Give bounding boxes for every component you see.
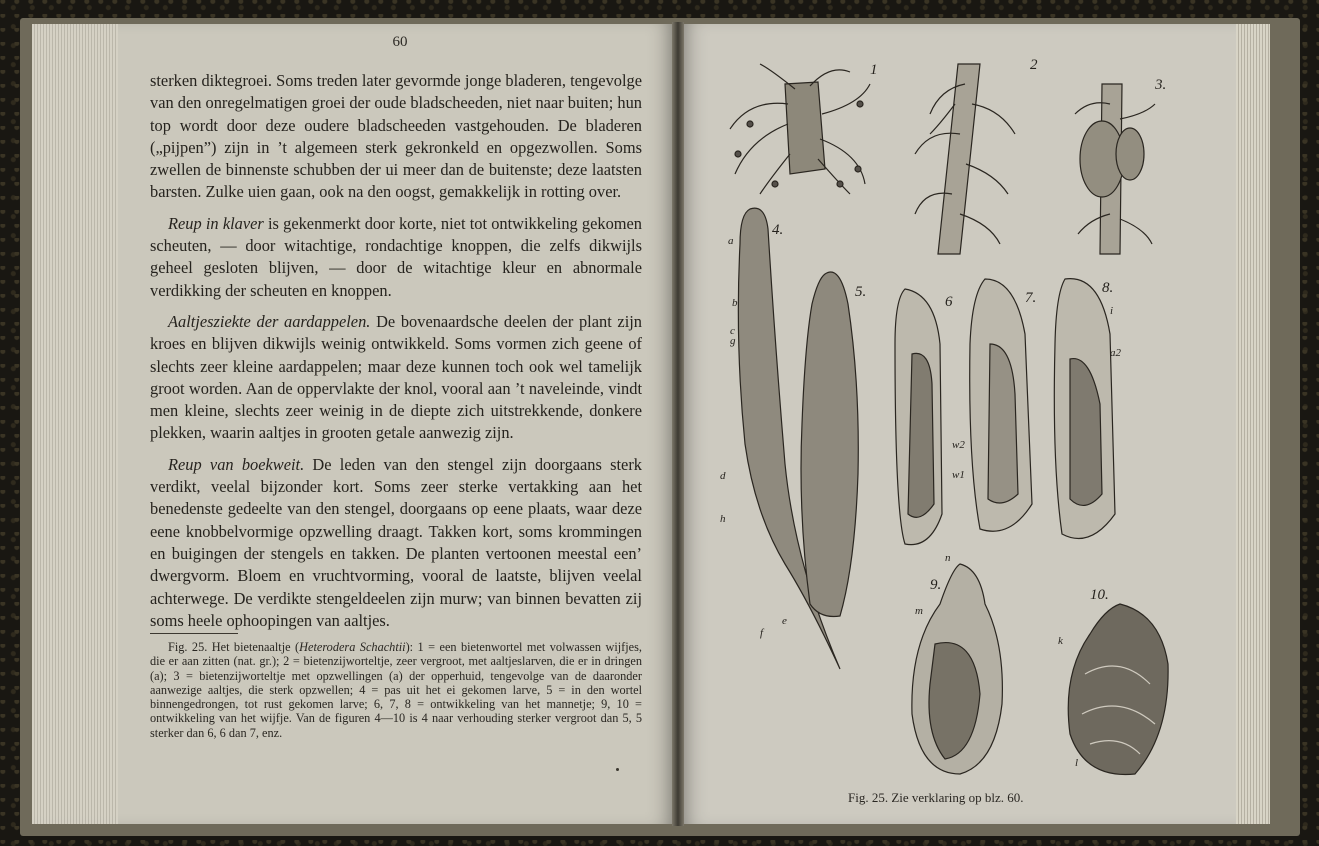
fig-number: 6 (945, 294, 953, 310)
figure-10-female (1068, 604, 1168, 775)
paragraph-1: sterken diktegroei. Soms treden later gevormde jonge bladeren, tengevolge van den onregelmatigen groei der oude bladscheeden, niet naar buiten; hun top wordt door deze oudere bladscheeden vastgehouden. De bladeren („pijpen”) zijn in ’t algemeen sterk gekronkeld en opgezwollen. Soms zwellen de binnenste schubben der ui meer dan de buitenste; deze laatsten barsten. Zulke uien gaan, ook na den oogst, gemakkelijk in rotting over. (150, 71, 642, 202)
nematode-illustration (690, 44, 1230, 784)
page-edges-left (32, 24, 118, 824)
paragraph-heading: Reup in klaver (168, 213, 264, 233)
svg-text:c: c (730, 325, 735, 337)
svg-text:i: i (1110, 305, 1114, 317)
svg-text:h: h (720, 513, 726, 525)
svg-text:a: a (728, 235, 734, 247)
svg-text:g: g (730, 335, 736, 347)
figure-5-larva (801, 272, 858, 617)
figure-caption-short: Fig. 25. Zie verklaring op blz. 60. (848, 790, 1024, 805)
fig-number: 7. (1025, 290, 1037, 306)
figure-8-male (1054, 279, 1115, 539)
fig-number: 9. (930, 577, 942, 593)
species-name: Heterodera Schachtii (299, 640, 406, 654)
svg-text:d: d (720, 470, 726, 482)
paragraph-2: Reup in klaver is gekenmerkt door korte, niet tot ontwikkeling gekomen scheuten, — door witachtige, rondachtige knoppen, die zelfs dikwijls geheel gesloten blijven, — door de witachtige kleur en abnormale verdikking der scheuten en knoppen. (150, 213, 642, 300)
figure-3-swollen-root (1075, 84, 1155, 254)
svg-text:k: k (1058, 635, 1063, 647)
fig-number: 1 (870, 62, 878, 78)
figure-caption-long: Fig. 25. Het bietenaaltje (Heterodera Schachtii): 1 = een bietenwortel met volwassen wijfjes, die er aan zitten (nat. gr.); 2 = bietenzijworteltje, zeer vergroot, met aaltjeslarven, die er in dringen (a); 3 = bietenzijworteltje met opzwellingen (a) der opperhuid, tengevolge van de daaronder aanwezige aaltjes, die sterk opzwellen; 4 = pas uit het ei gekomen larve, 5 = in den wortel binnengedrongen, tot rust gekomen larve; 6, 7, 8 = ontwikkeling van het mannetje; 9, 10 = ontwikkeling van het wijfje. Van de figuren 4—10 is 4 naar verhouding sterker vergroot dan 5, 5 sterker dan 6, 6 dan 7, enz. (150, 640, 642, 740)
figure-9-female (912, 564, 1003, 774)
print-speck (616, 768, 619, 771)
page-number: 60 (392, 34, 408, 50)
page-edges-right (1236, 24, 1270, 824)
svg-text:m: m (915, 605, 923, 617)
figure-6-male-stage (895, 289, 942, 545)
fig-number: 10. (1090, 587, 1109, 603)
figure-1-beet-root (730, 64, 870, 194)
svg-text:l: l (1075, 757, 1079, 769)
paragraph-heading: Reup van boekweit. (168, 454, 305, 474)
book-spine (672, 22, 684, 826)
body-text (150, 70, 642, 641)
fig-number: 2 (1030, 57, 1038, 73)
svg-text:w1: w1 (952, 469, 965, 481)
fig-number: 5. (855, 284, 867, 300)
fig-number: 3. (1155, 77, 1167, 93)
paragraph-4: Reup van boekweit. De leden van den stengel zijn doorgaans sterk verdikt, veelal bijzonder kort. Soms zeer sterke vertakking aan het benedenste gedeelte van den stengel, doorgaans op eene plaats, waar deze eene knobbelvormige opzwelling draagt. Takken kort, soms krommingen en buigingen der stengels en takken. De planten vertoonen meestal een’ dwergvorm. Bloem en vruchtvorming, vooral de laatste, blijven veelal achterwege. De verdikte stengeldeelen zijn murw; van binnen bevatten zij soms heele ophoopingen van aaltjes. (150, 454, 642, 630)
figure-7-male-stage (970, 279, 1032, 531)
fig-number: 8. (1102, 280, 1114, 296)
paragraph-3: Aaltjesziekte der aardappelen. De bovenaardsche deelen der plant zijn kroes en blijven dikwijls weinig ontwikkeld. Soms vormen zich geene of slechts zeer kleine aardappelen; maar deze kunnen toch ook wel tamelijk groot worden. Aan de oppervlakte der knol, vooral aan ’t naveleinde, vindt men kleine, slechts zeer weinig in de diepte zich uitstrekkende, donkere plekken, waarin aaltjes in grooten getale aanwezig zijn. (150, 311, 643, 443)
footnote-rule (150, 633, 238, 634)
svg-text:n: n (945, 552, 951, 564)
fig-number: 4. (772, 222, 784, 238)
svg-text:f: f (760, 627, 764, 639)
paragraph-heading: Aaltjesziekte der aardappelen. (168, 311, 371, 331)
figure-2-side-root (915, 64, 1015, 254)
svg-text:e: e (782, 615, 787, 627)
svg-text:b: b (732, 297, 738, 309)
svg-text:a2: a2 (1110, 347, 1121, 359)
svg-text:w2: w2 (952, 439, 965, 451)
